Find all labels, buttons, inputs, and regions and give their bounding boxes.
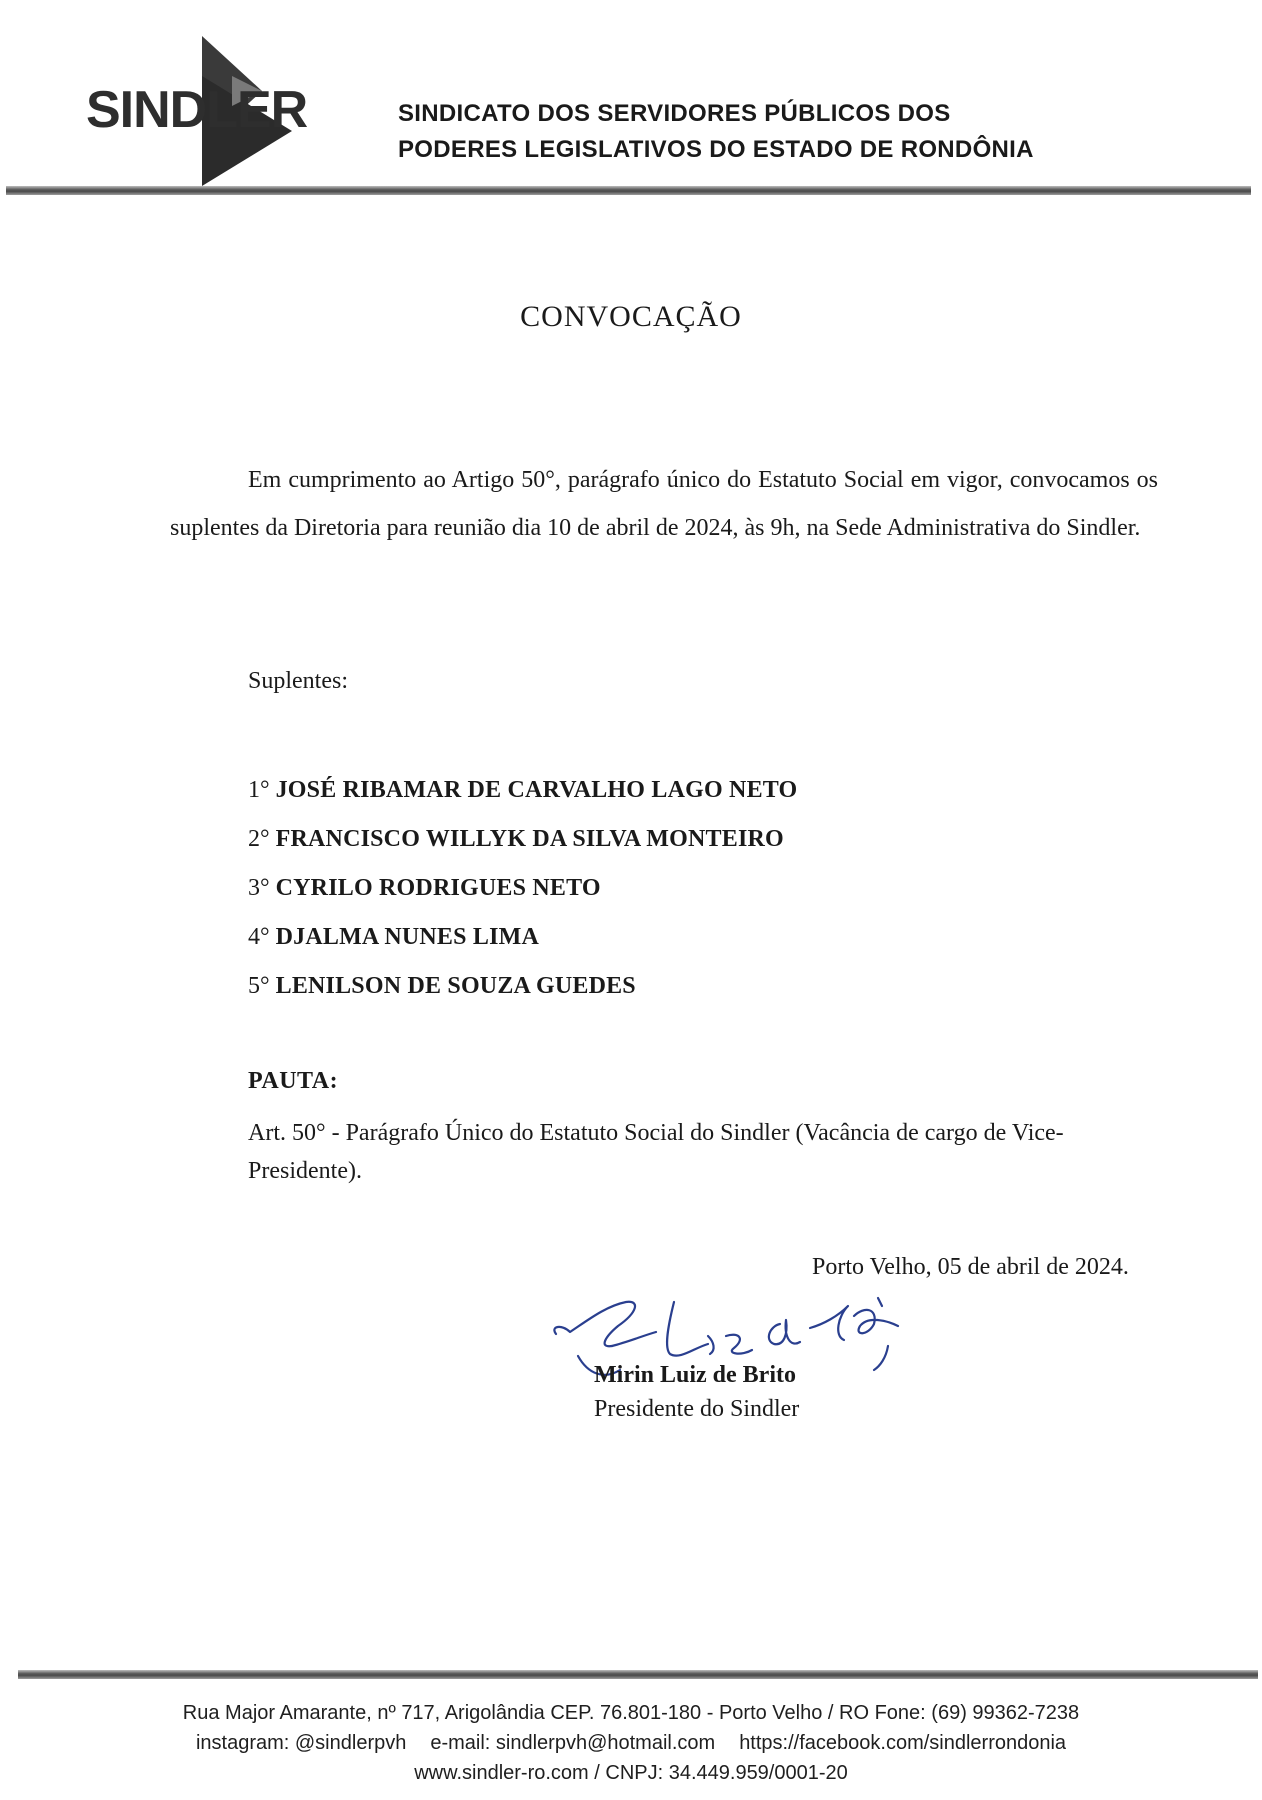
list-item-name: JOSÉ RIBAMAR DE CARVALHO LAGO NETO [275,777,798,803]
signer-role: Presidente do Sindler [594,1396,800,1422]
list-item-name: DJALMA NUNES LIMA [275,924,540,950]
list-item-ordinal: 4° [248,924,270,950]
footer-facebook: https://facebook.com/sindlerrondonia [739,1732,1067,1754]
list-item-ordinal: 2° [248,826,270,852]
list-item-ordinal: 3° [248,875,270,901]
place-and-date: Porto Velho, 05 de abril de 2024. [812,1254,1129,1280]
pauta-label: PAUTA: [248,1068,339,1094]
footer-website-cnpj: www.sindler-ro.com / CNPJ: 34.449.959/0001-20 [414,1762,848,1784]
suplentes-list [248,766,797,1011]
list-item-name: CYRILO RODRIGUES NETO [275,875,601,901]
pauta-text: Art. 50° - Parágrafo Único do Estatuto Social do Sindler (Vacância de cargo de Vice-Presidente). [248,1120,1064,1184]
list-item [248,815,797,864]
org-name-line-1: SINDICATO DOS SERVIDORES PÚBLICOS DOS [398,100,951,127]
signer-name: Mirin Luiz de Brito [594,1362,796,1388]
convocation-paragraph [170,456,1158,552]
list-item [248,766,797,815]
footer-email: e-mail: sindlerpvh@hotmail.com [430,1732,716,1754]
suplentes-label: Suplentes: [248,668,348,694]
convocation-paragraph-text: Em cumprimento ao Artigo 50°, parágrafo único do Estatuto Social em vigor, convocamos os suplentes da Diretoria para reunião dia 10 de abril de 2024, às 9h, na Sede Administrativa do Sindler. [170,467,1158,541]
list-item [248,962,797,1011]
footer [0,1698,1262,1788]
header-divider [6,186,1251,195]
list-item-ordinal: 1° [248,777,270,803]
handwritten-signature [548,1296,908,1406]
footer-divider [18,1670,1258,1679]
list-item-name: LENILSON DE SOUZA GUEDES [275,973,636,999]
list-item [248,864,797,913]
list-item-ordinal: 5° [248,973,270,999]
logo-text: SINDLER [86,81,308,139]
sindler-logo [82,36,312,186]
footer-address: Rua Major Amarante, nº 717, Arigolândia CEP. 76.801-180 - Porto Velho / RO Fone: (69) 99362-7238 [182,1702,1080,1724]
list-item-name: FRANCISCO WILLYK DA SILVA MONTEIRO [275,826,784,852]
org-name-line-2: PODERES LEGISLATIVOS DO ESTADO DE RONDÔNIA [398,136,1034,163]
document-title: CONVOCAÇÃO [520,300,742,333]
footer-instagram: instagram: @sindlerpvh [195,1732,407,1754]
list-item [248,913,797,962]
organization-name [398,96,1034,168]
footer-contacts [0,1728,1262,1758]
